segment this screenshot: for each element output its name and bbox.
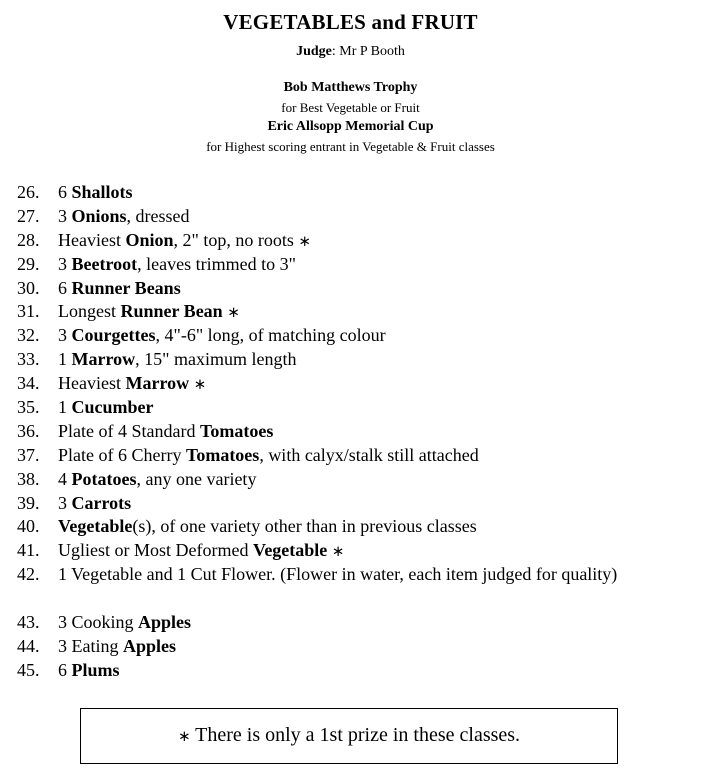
class-description <box>58 229 677 254</box>
class-description <box>58 492 677 516</box>
class-item <box>0 515 701 539</box>
class-item <box>0 563 701 611</box>
class-item-text: 1 <box>58 349 72 370</box>
class-item-keyword: Potatoes <box>71 468 137 489</box>
page-title: VEGETABLES and FRUIT <box>223 10 478 34</box>
class-item-keyword: Marrow <box>71 349 136 370</box>
class-item-text: 3 Eating <box>58 635 123 656</box>
class-item-text: 4 <box>58 468 72 489</box>
class-number: 45. <box>17 659 40 680</box>
class-item-text: 1 Vegetable and 1 Cut Flower. (Flower in water, each item judged for quality) <box>58 564 618 585</box>
class-number: 31. <box>17 301 40 322</box>
class-number: 42. <box>17 564 40 585</box>
class-item <box>0 181 701 205</box>
class-number: 27. <box>17 205 40 226</box>
judge-name: : Mr P Booth <box>331 44 405 59</box>
class-item-keyword: Cucumber <box>71 397 154 418</box>
class-description <box>58 277 677 301</box>
class-item-text: (s), of one variety other than in previous classes <box>132 516 477 537</box>
class-description <box>58 539 677 564</box>
class-item-text: 3 <box>58 205 72 226</box>
class-item-text: 6 <box>58 277 72 298</box>
class-description <box>58 468 677 492</box>
class-item-text: Longest <box>58 301 121 322</box>
star-icon: ∗ <box>177 727 191 745</box>
judge-label: Judge <box>296 44 332 59</box>
class-item-keyword: Tomatoes <box>185 444 260 465</box>
class-item-text: Plate of 4 Standard <box>58 420 200 441</box>
star-icon: ∗ <box>298 231 311 250</box>
class-description <box>58 659 677 683</box>
class-item-keyword: Marrow <box>125 373 190 394</box>
class-item <box>0 635 701 659</box>
class-number: 26. <box>17 182 40 202</box>
class-item-text: 3 <box>58 492 72 513</box>
class-item <box>0 444 701 468</box>
class-number: 40. <box>17 516 40 537</box>
class-item <box>0 420 701 444</box>
star-icon: ∗ <box>331 542 345 561</box>
footnote-text: There is only a 1st prize in these classes. <box>190 724 521 746</box>
class-description <box>58 324 677 348</box>
trophy-name: Bob Matthews Trophy <box>283 80 418 95</box>
class-number: 35. <box>17 397 40 418</box>
class-item-text: Plate of 6 Cherry <box>58 444 186 465</box>
class-item <box>0 229 701 253</box>
class-item <box>0 468 701 492</box>
class-item <box>0 300 701 324</box>
class-item-keyword: Onion <box>125 229 174 250</box>
class-number: 43. <box>17 612 40 633</box>
class-item <box>0 539 701 563</box>
class-item-text: Heaviest <box>58 229 126 250</box>
class-item-keyword: Plums <box>71 659 120 680</box>
class-item-keyword: Onions <box>71 205 127 226</box>
class-number: 36. <box>17 420 40 441</box>
class-description <box>58 396 677 420</box>
class-list <box>0 181 701 683</box>
class-description <box>58 444 677 468</box>
class-description <box>58 635 677 659</box>
class-item-text: 6 <box>58 659 72 680</box>
class-number: 33. <box>17 349 40 370</box>
class-item-keyword: Runner Bean <box>120 301 223 322</box>
class-description <box>58 348 677 372</box>
class-number: 38. <box>17 468 40 489</box>
class-item-text: , with calyx/stalk still attached <box>259 444 479 465</box>
class-item <box>0 492 701 516</box>
class-description <box>58 515 677 539</box>
trophy-description: for Best Vegetable or Fruit <box>281 100 420 115</box>
class-description <box>58 253 677 277</box>
class-item <box>0 253 701 277</box>
trophy-description: for Highest scoring entrant in Vegetable & Fruit classes <box>206 139 495 154</box>
class-description <box>58 205 677 229</box>
class-item-keyword: Apples <box>138 612 192 633</box>
class-item-keyword: Apples <box>123 635 177 656</box>
class-item <box>0 611 701 635</box>
star-icon: ∗ <box>227 303 240 322</box>
class-item <box>0 659 701 683</box>
class-item <box>0 348 701 372</box>
class-item-keyword: Vegetable <box>58 516 133 537</box>
class-number: 34. <box>17 373 40 394</box>
class-item-text: 3 <box>58 325 72 346</box>
class-item <box>0 277 701 301</box>
class-number: 39. <box>17 492 40 513</box>
class-item-text: , 15" maximum length <box>135 349 297 370</box>
judge-line <box>0 44 701 60</box>
class-item <box>0 372 701 396</box>
class-item-text: Ugliest or Most Deformed <box>58 540 253 561</box>
class-item-text: , leaves trimmed to 3" <box>137 253 296 274</box>
class-item-text: 6 <box>58 182 72 202</box>
class-item-text: , dressed <box>126 205 190 226</box>
class-description <box>58 420 677 444</box>
class-description <box>58 181 677 205</box>
class-description <box>58 611 677 635</box>
class-number: 28. <box>17 229 40 250</box>
class-item <box>0 324 701 348</box>
class-item <box>0 396 701 420</box>
star-icon: ∗ <box>193 375 207 394</box>
class-item-text: Heaviest <box>58 373 126 394</box>
class-number: 37. <box>17 444 40 465</box>
class-number: 41. <box>17 540 40 561</box>
class-item-keyword: Tomatoes <box>199 420 274 441</box>
class-item-text: , 2" top, no roots <box>173 229 299 250</box>
class-item-text: 3 <box>58 253 72 274</box>
class-item-keyword: Carrots <box>71 492 132 513</box>
class-item-text: , any one variety <box>136 468 257 489</box>
class-item-keyword: Vegetable <box>252 540 328 561</box>
class-number: 32. <box>17 325 40 346</box>
trophies-section <box>0 78 701 156</box>
trophy-name: Eric Allsopp Memorial Cup <box>267 119 434 134</box>
class-item-text: , 4"-6" long, of matching colour <box>155 325 386 346</box>
class-item-keyword: Beetroot <box>71 253 138 274</box>
class-item-keyword: Courgettes <box>71 325 156 346</box>
class-item-keyword: Shallots <box>71 182 133 202</box>
class-number: 29. <box>17 253 40 274</box>
class-description <box>58 563 677 587</box>
class-description <box>58 300 677 325</box>
footnote-box <box>80 708 618 764</box>
class-item-keyword: Runner Beans <box>71 277 181 298</box>
class-number: 44. <box>17 635 40 656</box>
class-number: 30. <box>17 277 40 298</box>
class-item <box>0 205 701 229</box>
class-description <box>58 372 677 397</box>
class-item-text: 3 Cooking <box>58 612 139 633</box>
class-item-text: 1 <box>58 397 72 418</box>
